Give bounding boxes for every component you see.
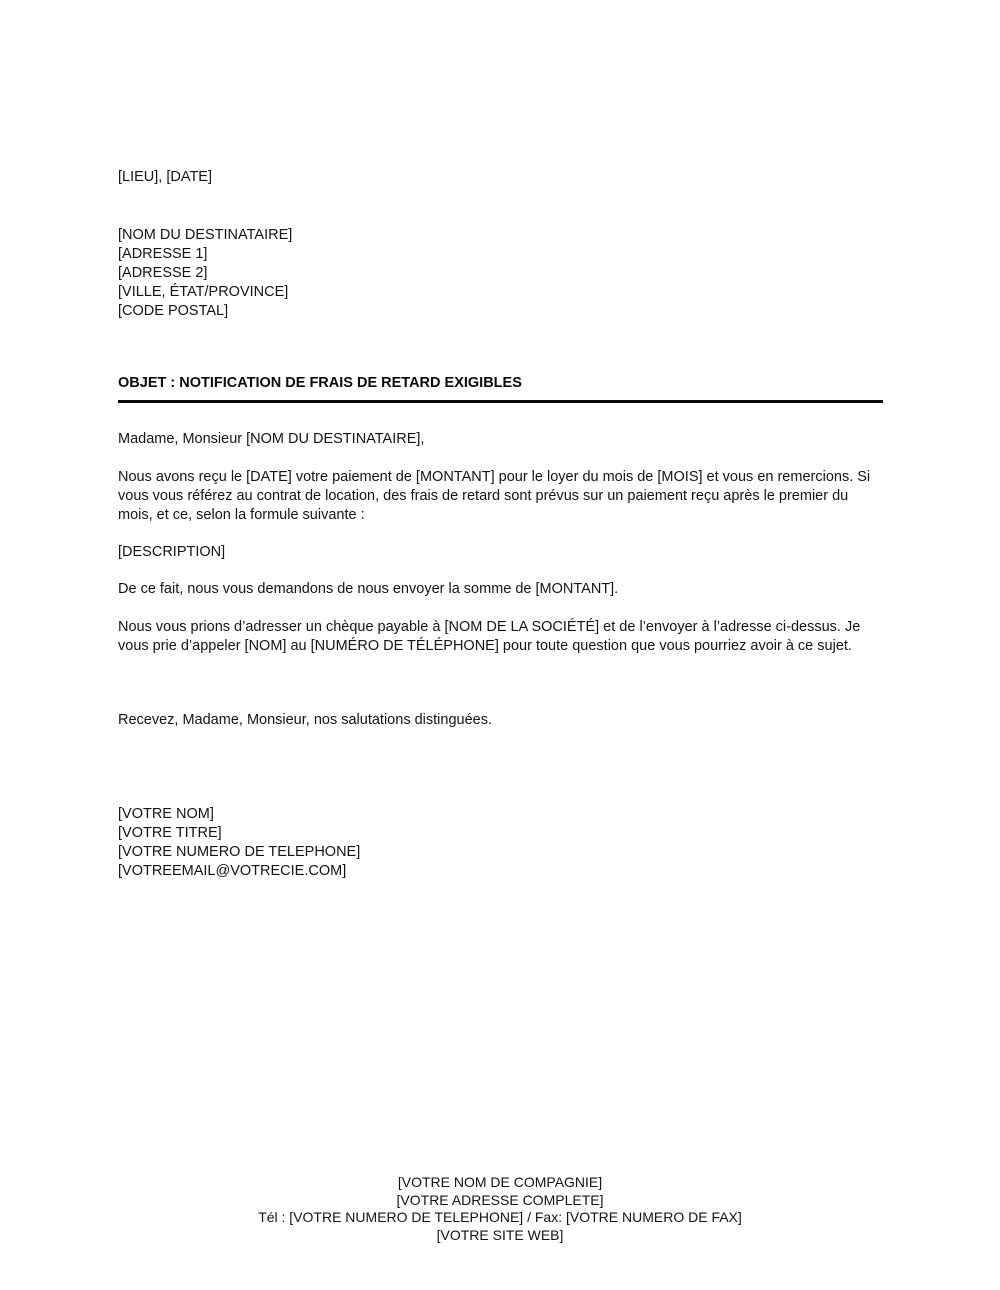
recipient-address-block (118, 226, 883, 321)
recipient-name: [NOM DU DESTINATAIRE] (118, 227, 293, 243)
signature-phone: [VOTRE NUMERO DE TELEPHONE] (118, 844, 361, 860)
signature-block (118, 805, 883, 881)
recipient-address-2: [ADRESSE 2] (118, 265, 208, 281)
description-placeholder: [DESCRIPTION] (118, 544, 226, 560)
footer-company-name: [VOTRE NOM DE COMPAGNIE] (397, 1174, 603, 1190)
recipient-address-1: [ADRESSE 1] (118, 246, 208, 262)
body-paragraph-cheque-instructions: Nous vous prions d’adresser un chèque payable à [NOM DE LA SOCIÉTÉ] et de l’envoyer à l’adresse ci-dessus. Je vous prie d’appeler [NOM] au [NUMÉRO DE TÉLÉPHONE] pour toute question que vous pourriez avoir à ce sujet. (118, 619, 861, 654)
body-paragraph-payment-received: Nous avons reçu le [DATE] votre paiement de [MONTANT] pour le loyer du mois de [MOIS] et vous en remercions. Si vous vous référez au contrat de location, des frais de retard sont prévus sur un paiement reçu après le premier du mois, et ce, selon la formule suivante : (118, 469, 871, 523)
signature-email: [VOTREEMAIL@VOTRECIE.COM] (118, 863, 347, 879)
salutation: Madame, Monsieur [NOM DU DESTINATAIRE], (118, 431, 425, 447)
place-date-line: [LIEU], [DATE] (118, 169, 213, 185)
signature-name: [VOTRE NOM] (118, 806, 214, 822)
company-footer (0, 1174, 1000, 1244)
footer-company-address: [VOTRE ADRESSE COMPLETE] (396, 1191, 604, 1208)
signature-title: [VOTRE TITRE] (118, 825, 222, 841)
footer-website: [VOTRE SITE WEB] (436, 1226, 564, 1243)
body-paragraph-amount-request: De ce fait, nous vous demandons de nous envoyer la somme de [MONTANT]. (118, 581, 619, 597)
footer-phone-fax: Tél : [VOTRE NUMERO DE TELEPHONE] / Fax: [VOTRE NUMERO DE FAX] (258, 1209, 742, 1225)
subject-divider-rule (118, 400, 883, 403)
closing-salutation: Recevez, Madame, Monsieur, nos salutations distinguées. (118, 712, 492, 728)
recipient-city-state: [VILLE, ÉTAT/PROVINCE] (118, 284, 289, 300)
subject-line: OBJET : NOTIFICATION DE FRAIS DE RETARD EXIGIBLES (118, 375, 522, 391)
recipient-postal-code: [CODE POSTAL] (118, 303, 229, 319)
